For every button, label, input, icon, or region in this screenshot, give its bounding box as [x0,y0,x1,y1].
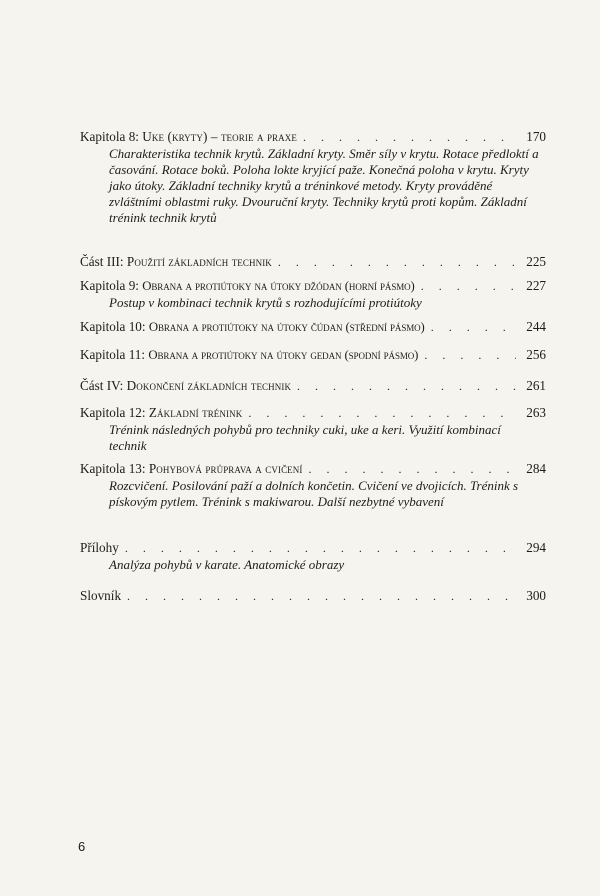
toc-entry-chapter-8 [80,128,546,226]
toc-description: Analýza pohybů v karate. Anatomické obrazy [109,557,345,572]
toc-label: Slovník [80,588,122,603]
dot-leader [431,319,516,336]
toc-label: Kapitola 9: [80,278,139,293]
dot-leader [424,347,516,364]
toc-label: Kapitola 13: [80,461,146,476]
toc-page-number: 294 [526,540,546,555]
toc-entry-appendices [80,539,546,573]
toc-entry-part-4 [80,377,546,395]
toc-label: Část IV: [80,378,124,393]
toc-page-number: 170 [526,129,546,144]
toc-title: Obrana a protiútoky na útoky džódan (horní pásmo) [142,279,415,293]
toc-entry-chapter-11 [80,346,546,364]
toc-description: Postup v kombinaci technik krytů s rozhodujícími protiútoky [109,295,422,310]
toc-entry-part-3 [80,253,546,271]
dot-leader [297,378,516,395]
toc-title: Uke (kryty) – teorie a praxe [142,129,297,144]
toc-label: Kapitola 12: [80,405,146,420]
toc-title: Obrana a protiútoky na útoky čúdan (střední pásmo) [148,320,425,334]
dot-leader [125,540,516,557]
toc-entry-chapter-12 [80,404,546,454]
toc-title: Použití základních technik [126,254,272,269]
toc-page-number: 256 [526,347,546,362]
toc-description: Charakteristika technik krytů. Základní kryty. Směr síly v krytu. Rotace předloktí a časování. Rotace boků. Poloha lokte kryjící paže. Konečná poloha v krytu. Kryty jako útoky. Základní techniky krytů a tréninkové metody. Kryty prováděné zvláštními oblastmi ruky. Dvouruční kryty. Techniky krytů proti kopům. Základní trénink technik krytů [109,146,539,225]
toc-title: Obrana a protiútoky na útoky gedan (spodní pásmo) [148,348,419,362]
toc-page-number: 227 [526,278,546,293]
toc-page-number: 244 [526,319,546,334]
toc-title: Základní trénink [148,405,243,420]
toc-entry-chapter-13 [80,460,546,510]
toc-entry-chapter-9 [80,277,546,311]
toc-title: Pohybová průprava a cvičení [148,461,303,476]
toc-page-number: 284 [526,461,546,476]
toc-label: Část III: [80,254,124,269]
toc-title: Dokončení základních technik [126,378,292,393]
toc-label: Kapitola 10: [80,319,146,334]
toc-description: Rozcvičení. Posilování paží a dolních končetin. Cvičení ve dvojicích. Trénink s pískovým pytlem. Trénink s makiwarou. Další nezbytné vybavení [109,478,519,509]
toc-entry-chapter-10 [80,318,546,336]
toc-page-number: 263 [526,405,546,420]
toc-label: Přílohy [80,540,119,555]
toc-entry-glossary [80,587,546,605]
dot-leader [421,278,516,295]
toc-page-number: 300 [526,588,546,603]
dot-leader [308,461,516,478]
page-number: 6 [78,839,86,854]
toc-description: Trénink následných pohybů pro techniky cuki, uke a keri. Využití kombinací technik [109,422,501,453]
dot-leader [127,588,516,605]
toc-label: Kapitola 8: [80,129,139,144]
toc-page-number: 261 [526,378,546,393]
toc-page-number: 225 [526,254,546,269]
toc-label: Kapitola 11: [80,347,146,362]
dot-leader [278,254,516,271]
dot-leader [248,405,516,422]
dot-leader [303,129,516,146]
